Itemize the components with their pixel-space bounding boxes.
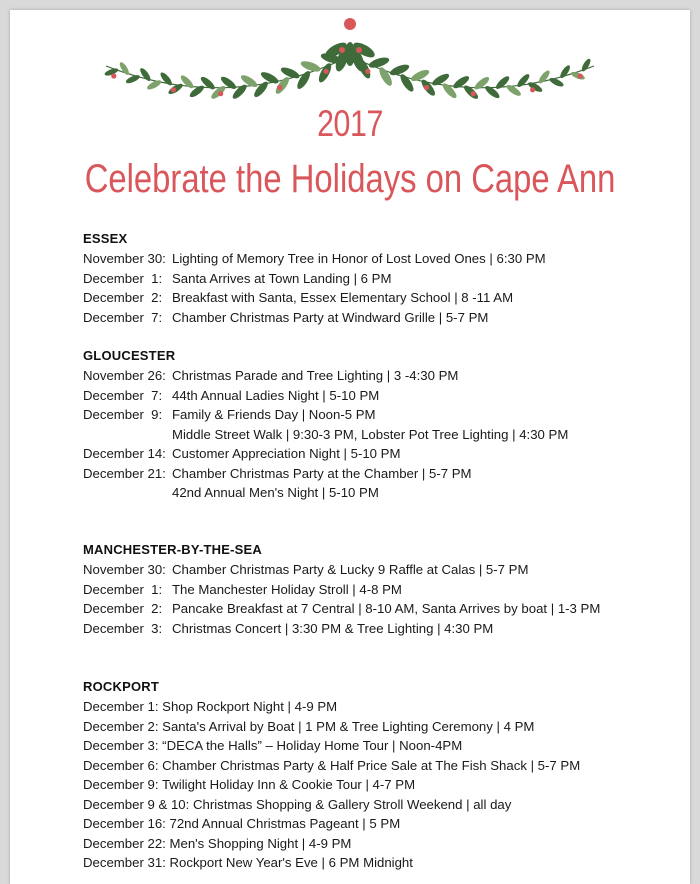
event-row (83, 366, 683, 386)
event-details: “DECA the Halls” – Holiday Home Tour | Noon-4PM (162, 738, 463, 753)
event-date: November 26: (83, 368, 166, 383)
event-date: December 16: (83, 816, 166, 831)
event-date: December 21: (83, 465, 166, 481)
ornament-berry-icon (344, 18, 356, 30)
event-row (83, 269, 683, 289)
leaf-icon (537, 69, 551, 85)
event-date: December 31: (83, 855, 166, 870)
event-details: Shop Rockport Night | 4-9 PM (162, 699, 338, 714)
leaf-icon (377, 65, 394, 87)
event-details: Chamber Christmas Party & Lucky 9 Raffle at Calas | 5-7 PM (172, 562, 529, 577)
leaf-icon (558, 64, 571, 80)
leaf-icon (345, 42, 355, 66)
event-details: Christmas Parade and Tree Lighting | 3 -4:30 PM (172, 368, 459, 383)
event-details: Chamber Christmas Party & Half Price Sale at The Fish Shack | 5-7 PM (162, 757, 581, 773)
event-details: Santa's Arrival by Boat | 1 PM & Tree Lighting Ceremony | 4 PM (162, 718, 535, 734)
event-row (83, 756, 683, 776)
event-row (83, 405, 683, 425)
section-heading: ROCKPORT (83, 679, 159, 694)
event-row (83, 834, 683, 854)
event-row (83, 580, 683, 600)
event-details: Chamber Christmas Party at Windward Grille | 5-7 PM (172, 309, 489, 325)
event-row (83, 717, 683, 737)
event-row (83, 736, 683, 756)
berry-icon (578, 73, 583, 78)
event-date: November 30: (83, 562, 166, 577)
event-row (83, 795, 683, 815)
leaf-icon (580, 57, 592, 72)
event-row (83, 249, 683, 269)
event-details: Twilight Holiday Inn & Cookie Tour | 4-7 PM (161, 777, 416, 792)
leaf-icon (368, 55, 391, 69)
event-date: December 1: (83, 270, 163, 286)
event-details: 44th Annual Ladies Night | 5-10 PM (172, 387, 380, 403)
event-details: Rockport New Year's Eve | 6 PM Midnight (169, 855, 413, 870)
event-details: Family & Friends Day | Noon-5 PM (172, 407, 376, 422)
leaf-icon (138, 67, 152, 83)
section-rockport (83, 677, 683, 873)
event-details: Men's Shopping Night | 4-9 PM (169, 835, 352, 851)
event-details: Customer Appreciation Night | 5-10 PM (172, 446, 401, 461)
berry-icon (365, 69, 370, 74)
event-date: December 9: (83, 777, 159, 792)
event-row (83, 599, 683, 619)
event-details: Santa Arrives at Town Landing | 6 PM (172, 270, 392, 286)
section-gloucester (83, 346, 683, 503)
berry-icon (324, 69, 329, 74)
berry-icon (171, 87, 176, 92)
event-date: December 1: (83, 699, 159, 714)
leaf-icon (295, 69, 313, 91)
event-details: Christmas Shopping & Gallery Stroll Weekend | all day (192, 796, 512, 812)
event-date: December 9: (83, 407, 163, 422)
flyer-page (10, 10, 690, 884)
berry-icon (111, 73, 116, 78)
event-row (83, 308, 683, 328)
page-title: Celebrate the Holidays on Cape Ann (84, 157, 616, 201)
berry-icon (356, 47, 362, 53)
event-details: 72nd Annual Christmas Pageant | 5 PM (169, 816, 401, 831)
leaf-icon (159, 71, 174, 87)
event-date: December 3: (83, 738, 159, 753)
event-date: November 30: (83, 251, 166, 266)
leaf-icon (515, 72, 531, 88)
event-row (83, 483, 683, 503)
berry-icon (218, 91, 223, 96)
event-details: Breakfast with Santa, Essex Elementary School | 8 -11 AM (172, 290, 514, 305)
leaf-icon (118, 61, 131, 76)
berry-icon (277, 85, 282, 90)
event-row (83, 814, 683, 834)
event-row (83, 444, 683, 464)
event-details: The Manchester Holiday Stroll | 4-8 PM (172, 581, 402, 597)
section-essex (83, 229, 683, 327)
berry-icon (530, 87, 535, 92)
event-row (83, 386, 683, 406)
section-heading: GLOUCESTER (83, 348, 176, 363)
event-details: Middle Street Walk | 9:30-3 PM, Lobster Pot Tree Lighting | 4:30 PM (172, 426, 569, 442)
year-heading: 2017 (317, 103, 383, 144)
event-date: December 7: (83, 309, 163, 325)
berry-icon (471, 91, 476, 96)
event-date: December 6: (83, 757, 159, 773)
event-date: December 3: (83, 620, 163, 636)
event-row (83, 775, 683, 795)
berry-icon (339, 47, 345, 53)
event-date: December 2: (83, 601, 163, 616)
event-row (83, 619, 683, 639)
event-details: 42nd Annual Men's Night | 5-10 PM (172, 485, 379, 500)
event-row (83, 560, 683, 580)
event-row (83, 853, 683, 873)
event-row (83, 464, 683, 484)
event-row (83, 697, 683, 717)
section-heading: MANCHESTER-BY-THE-SEA (83, 542, 262, 557)
event-details: Chamber Christmas Party at the Chamber | 5-7 PM (172, 465, 472, 481)
event-date: December 14: (83, 446, 166, 461)
event-details: Pancake Breakfast at 7 Central | 8-10 AM, Santa Arrives by boat | 1-3 PM (172, 601, 601, 616)
event-date: December 1: (83, 581, 163, 597)
event-date: December 2: (83, 718, 159, 734)
event-row (83, 288, 683, 308)
event-date: December 9 & 10: (83, 796, 190, 812)
event-row (83, 425, 683, 445)
event-date: December 22: (83, 835, 166, 851)
section-heading: ESSEX (83, 231, 128, 246)
section-manchester-by-the-sea (83, 540, 683, 638)
event-date: December 2: (83, 290, 163, 305)
berry-icon (424, 85, 429, 90)
leaf-icon (398, 72, 416, 93)
event-date: December 7: (83, 387, 163, 403)
event-details: Christmas Concert | 3:30 PM & Tree Lighting | 4:30 PM (172, 620, 494, 636)
event-details: Lighting of Memory Tree in Honor of Lost Loved Ones | 6:30 PM (172, 251, 546, 266)
